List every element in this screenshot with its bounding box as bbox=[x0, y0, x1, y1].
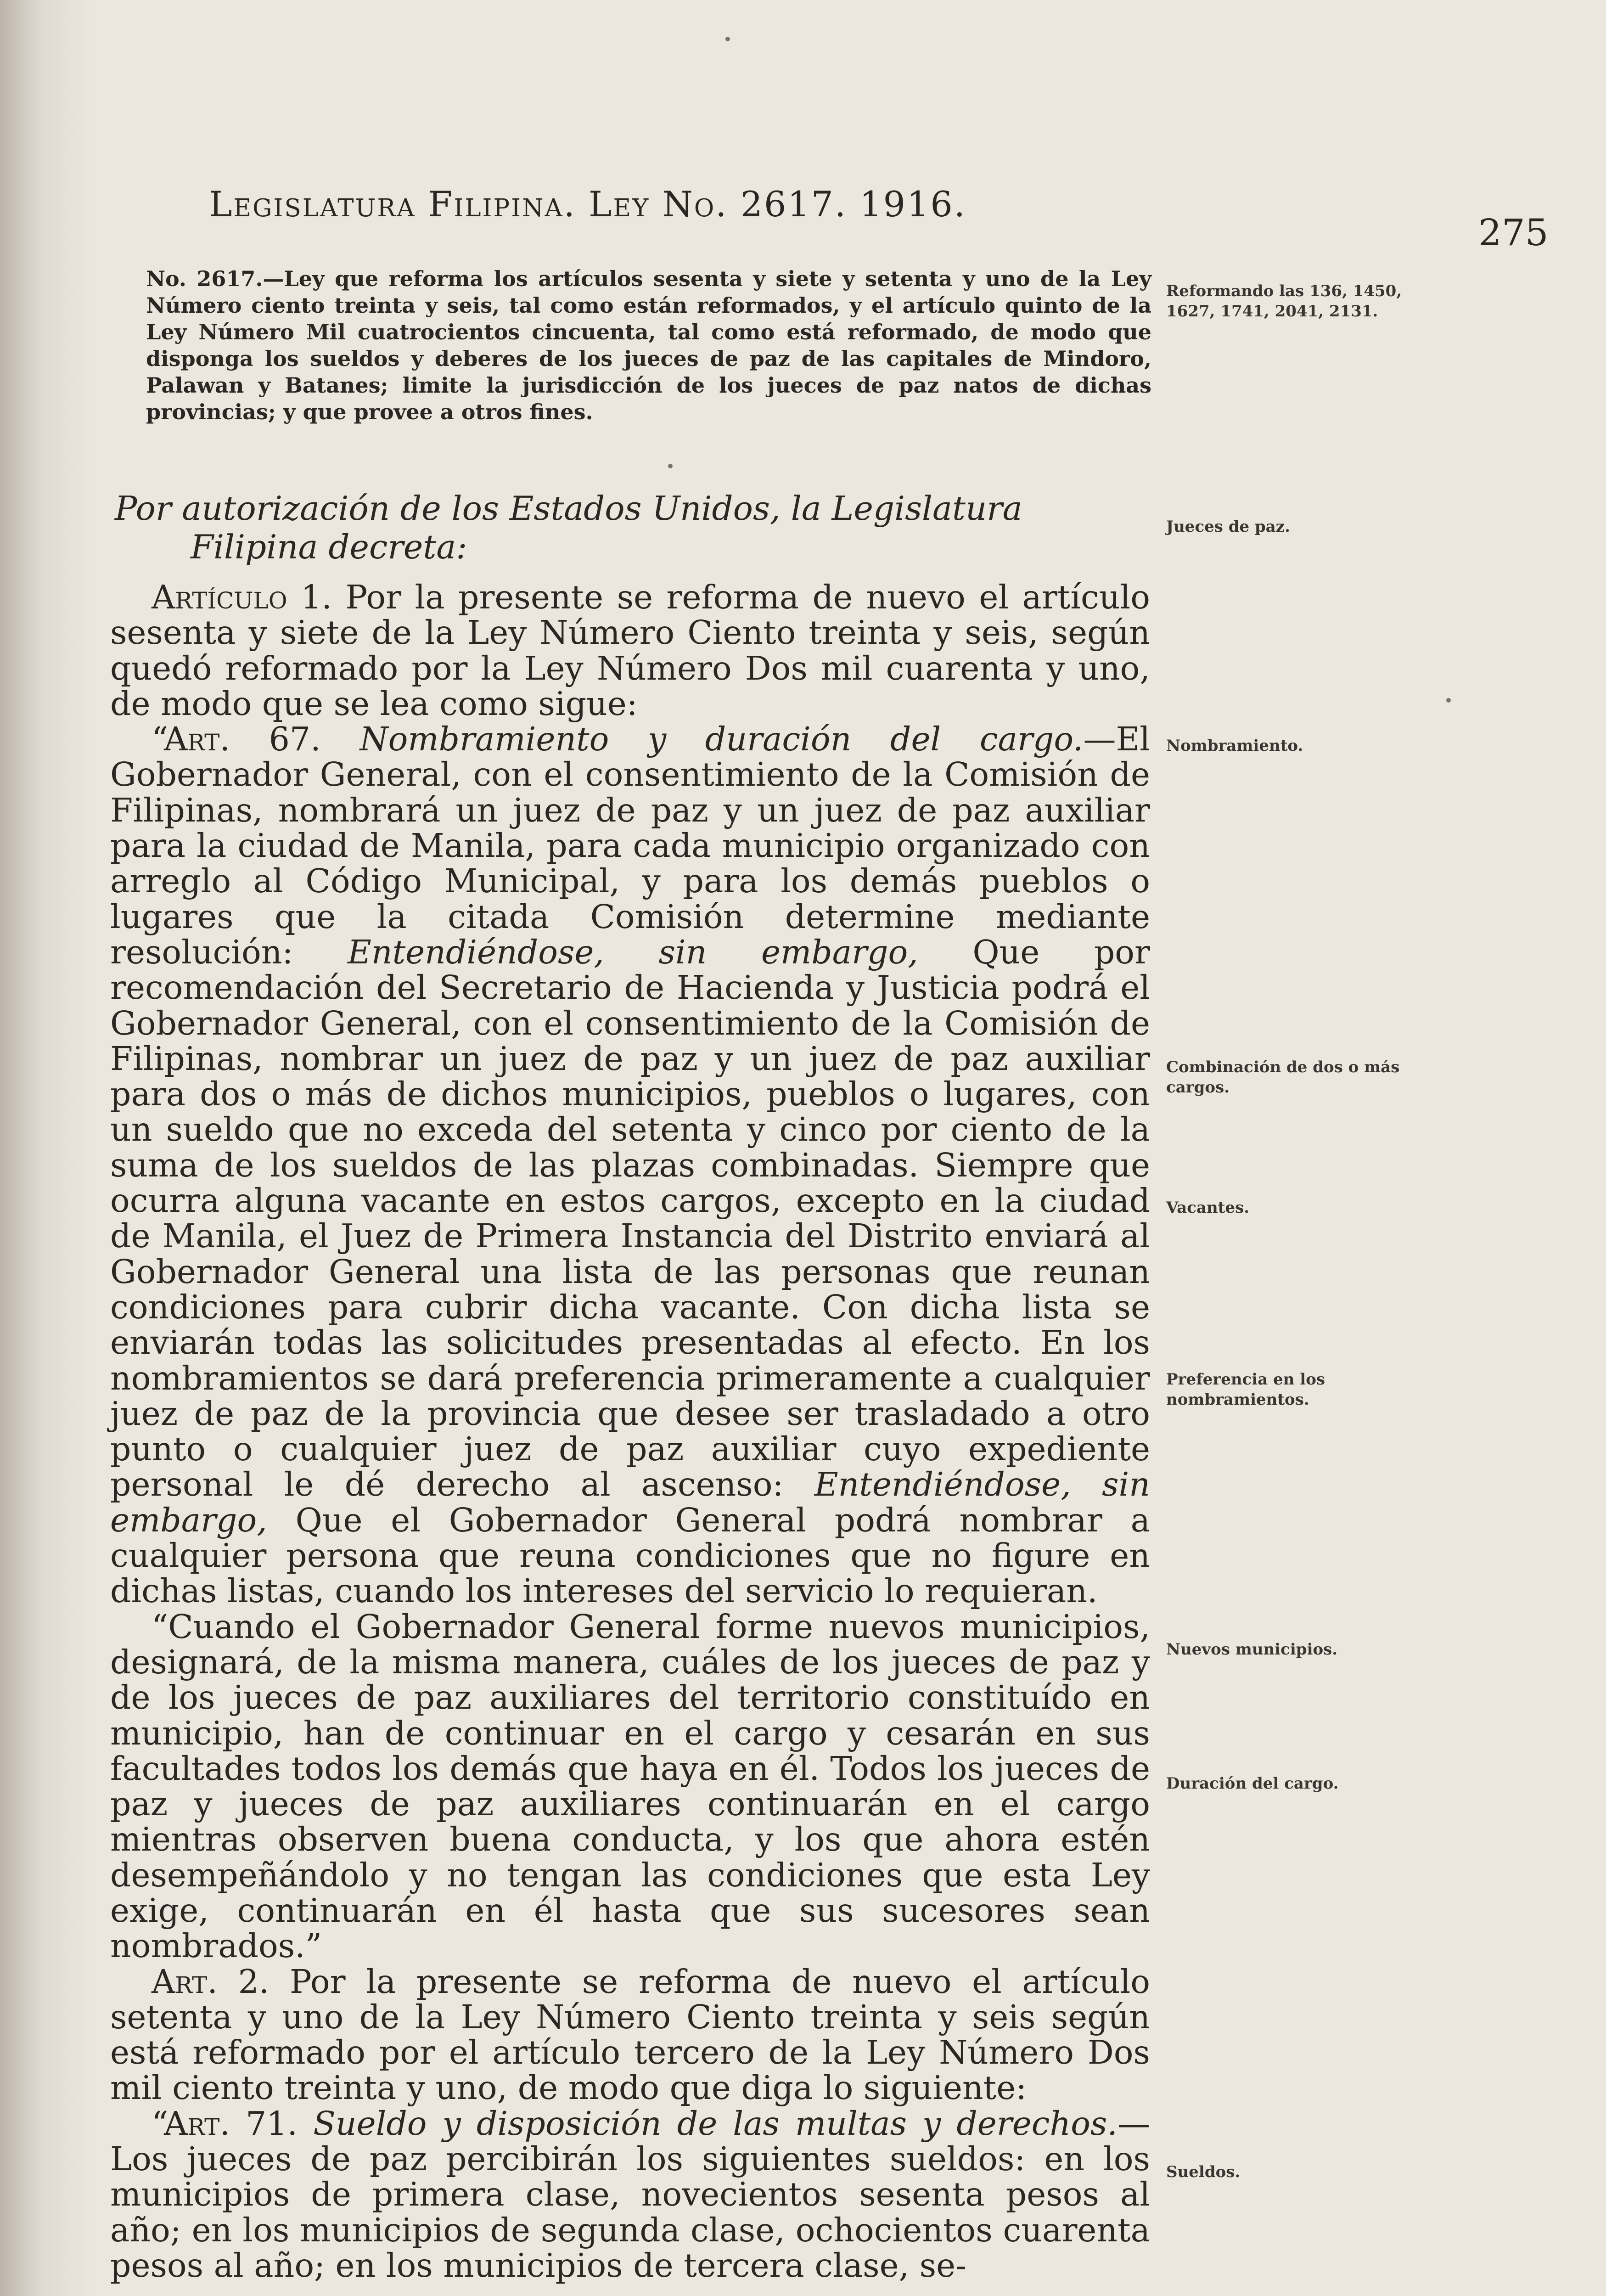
margin-note-nuevos-municipios: Nuevos municipios. bbox=[1166, 1640, 1338, 1659]
article-71-paragraph bbox=[110, 2106, 1150, 2283]
margin-note-nombramiento: Nombramiento. bbox=[1166, 737, 1303, 755]
margin-note-amending: Reformando las 136, 1450, 1627, 1741, 2041, 2131. bbox=[1166, 282, 1402, 321]
margin-note-jueces-de-paz: Jueces de paz. bbox=[1166, 518, 1290, 536]
margin-note-vacantes: Vacantes. bbox=[1166, 1199, 1250, 1217]
margin-note-combinacion: Combinación de dos o más cargos. bbox=[1166, 1058, 1400, 1097]
act-summary: No. 2617.—Ley que reforma los artículos sesenta y siete y setenta y uno de la Ley Número ciento treinta y seis, tal como están reformados, y el artículo quinto de la Ley Número Mil cuatrocientos cincuenta, tal como está reformado, de modo que disponga los sueldos y deberes de los jueces de paz de las capitales de Mindoro, Palawan y Batanes; limite la jurisdicción de los jueces de paz natos de dichas provincias; y que provee a otros fines. bbox=[146, 266, 1151, 424]
margin-note-preferencia: Preferencia en los nombramientos. bbox=[1166, 1370, 1325, 1409]
paper-speck bbox=[725, 37, 730, 41]
article-67-text-a: —El Gobernador General, con el consentimiento de la Comisión de Filipinas, nombrará un juez de paz y un juez de paz auxiliar para la ciudad de Manila, para cada municipio organizado con arreglo al Código Municipal, y para los demás pueblos o lugares que la citada Comisión determine mediante resolución: bbox=[110, 720, 1150, 971]
article-67-label: “Art. 67. bbox=[152, 720, 321, 759]
page-number: 275 bbox=[1478, 211, 1549, 254]
margin-note-duracion: Duración del cargo. bbox=[1166, 1774, 1339, 1793]
body-text bbox=[110, 580, 1150, 2283]
running-head: Legislatura Filipina. Ley No. 2617. 1916. bbox=[209, 184, 966, 225]
article-2-paragraph bbox=[110, 1964, 1150, 2106]
article-67-paragraph bbox=[110, 721, 1150, 1609]
article-1-text: Por la presente se reforma de nuevo el artículo sesenta y siete de la Ley Número Ciento treinta y seis, según quedó reformado por la Ley Número Dos mil cuarenta y uno, de modo que se lea como sigue: bbox=[110, 578, 1150, 723]
article-67-text-b: Que por recomendación del Secretario de Hacienda y Justicia podrá el Gobernador General, con el consentimiento de la Comisión de Filipinas, nombrar un juez de paz y un juez de paz auxiliar para dos o más de dichos municipios, pueblos o lugares, con un sueldo que no exceda del setenta y cinco por ciento de la suma de los sueldos de las plazas combinadas. Siempre que ocurra alguna vacante en estos cargos, excepto en la ciudad de Manila, el Juez de Primera Instancia del Distrito enviará al Gobernador General una lista de las personas que reunan condiciones para cubrir dicha vacante. Con dicha lista se enviarán todas las solicitudes presentadas al efecto. En los nombramientos se dará preferencia primeramente a cualquier juez de paz de la provincia que desee ser trasladado a otro punto o cualquier juez de paz auxiliar cuyo expediente personal le dé derecho al ascenso: bbox=[110, 933, 1150, 1504]
article-71-label: “Art. 71. bbox=[152, 2104, 298, 2143]
article-67-title: Nombramiento y duración del cargo. bbox=[359, 720, 1084, 759]
proviso-2: Entendiéndose, sin embargo, bbox=[110, 1465, 1150, 1539]
enacting-line-1: Por autorización de los Estados Unidos, la Legislatura bbox=[115, 489, 1022, 528]
article-71-text: —Los jueces de paz percibirán los siguientes sueldos: en los municipios de primera clase, novecientos sesenta pesos al año; en los municipios de segunda clase, ochocientos cuarenta pesos al año; en los municipios de tercera clase, se- bbox=[110, 2104, 1150, 2285]
article-1-paragraph bbox=[110, 580, 1150, 721]
article-2-label: Art. 2. bbox=[152, 1962, 270, 2001]
article-1-label: Artículo 1. bbox=[152, 578, 332, 616]
paper-speck bbox=[668, 464, 673, 468]
article-71-title: Sueldo y disposición de las multas y derechos. bbox=[313, 2104, 1117, 2143]
article-67-text-c: Que el Gobernador General podrá nombrar a cualquier persona que reuna condiciones que no figure en dichas listas, cuando los intereses del servicio lo requieran. bbox=[110, 1501, 1151, 1610]
proviso-1: Entendiéndose, sin embargo, bbox=[348, 933, 918, 971]
margin-note-sueldos: Sueldos. bbox=[1166, 2163, 1241, 2181]
enacting-line-2: Filipina decreta: bbox=[191, 528, 467, 566]
article-2-text: Por la presente se reforma de nuevo el artículo setenta y uno de la Ley Número Ciento treinta y seis según está reformado por el artículo tercero de la Ley Número Dos mil ciento treinta y uno, de modo que diga lo siguiente: bbox=[110, 1962, 1150, 2107]
paper-speck bbox=[1446, 698, 1451, 703]
enacting-clause bbox=[115, 489, 1152, 566]
article-67-paragraph-2: “Cuando el Gobernador General forme nuevos municipios, designará, de la misma manera, cuáles de los jueces de paz y de los jueces de paz auxiliares del territorio constituído en municipio, han de continuar en el cargo y cesarán en sus facultades todos los demás que haya en él. Todos los jueces de paz y jueces de paz auxiliares continuarán en el cargo mientras observen buena conducta, y los que ahora estén desempeñándolo y no tengan las condiciones que esta Ley exige, continuarán en él hasta que sus sucesores sean nombrados.” bbox=[110, 1607, 1150, 1965]
